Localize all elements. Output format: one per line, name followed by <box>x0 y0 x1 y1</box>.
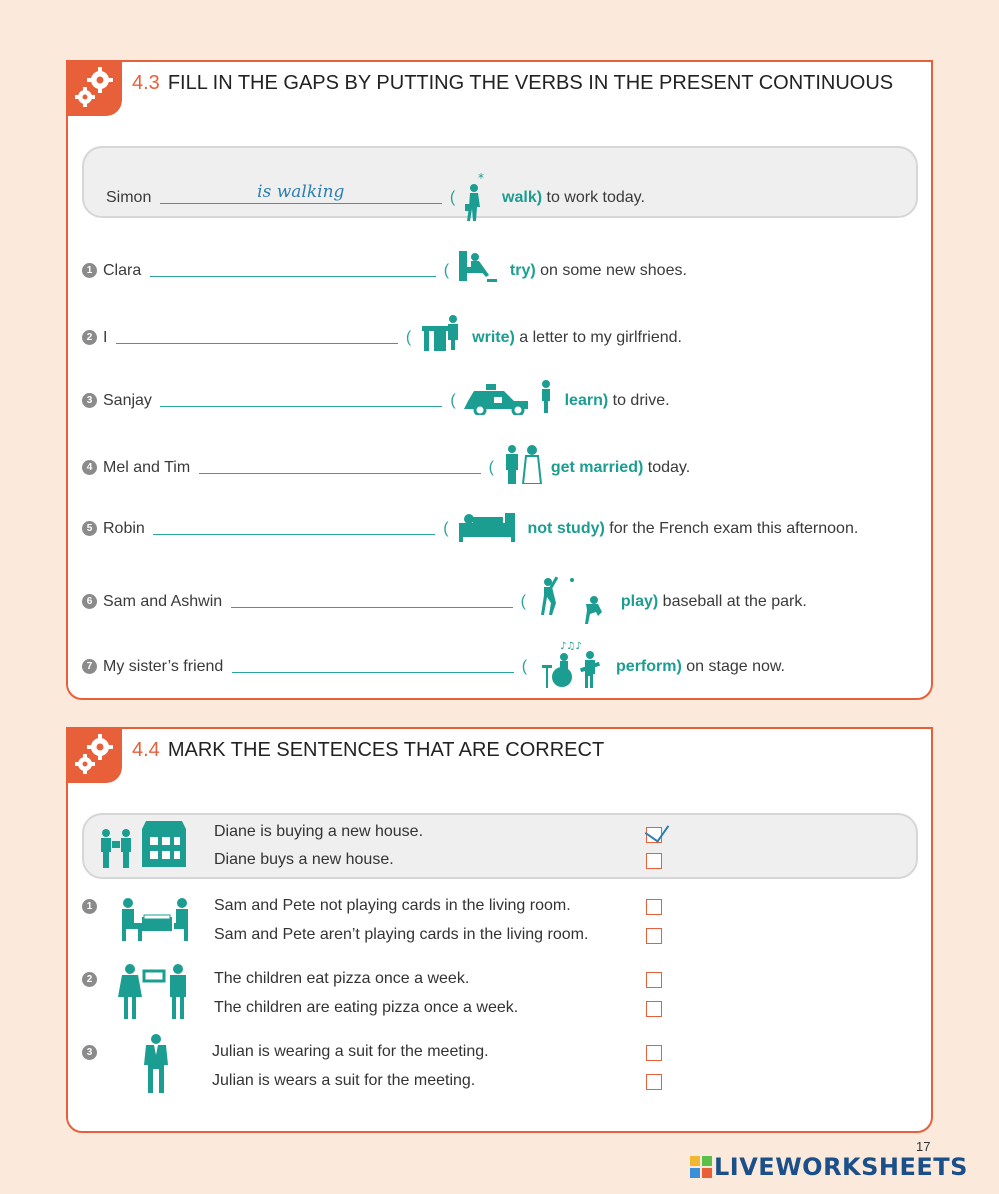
paren: ( <box>520 593 526 610</box>
children-eating-pizza-icon <box>118 961 194 1021</box>
checkbox-1a[interactable] <box>646 899 662 915</box>
gap-fill-item-6 <box>82 574 807 626</box>
gap-fill-item-1 <box>82 249 687 285</box>
gap-fill-item-3 <box>82 379 670 415</box>
exercise-heading: MARK THE SENTENCES THAT ARE CORRECT <box>167 739 605 761</box>
writing-at-desk-icon <box>420 314 464 352</box>
car-and-driver-icon <box>464 379 556 415</box>
man-in-suit-icon <box>142 1033 170 1095</box>
sentence-1b: Sam and Pete aren’t playing cards in the living room. <box>214 926 589 943</box>
sentence-2b: The children are eating pizza once a week. <box>214 999 519 1016</box>
answer-input[interactable] <box>232 654 514 673</box>
paren: ( <box>405 329 412 346</box>
sentence-1a: Sam and Pete not playing cards in the living room. <box>214 897 571 914</box>
item-subject: My sister’s friend <box>103 658 224 675</box>
example-answer: is walking <box>257 182 345 202</box>
sentence-3a: Julian is wearing a suit for the meeting. <box>212 1043 489 1060</box>
logo-text: LIVEWORKSHEETS <box>714 1153 968 1181</box>
example-sentence-a: Diane is buying a new house. <box>214 823 424 840</box>
sentence-2a: The children eat pizza once a week. <box>214 970 470 987</box>
item-number-badge: 2 <box>82 972 97 987</box>
item-rest: on stage now. <box>686 658 785 675</box>
exercise-number: 4.4 <box>132 739 160 761</box>
example-rest: to work today. <box>546 189 645 206</box>
item-subject: Robin <box>103 520 145 537</box>
item-verb: learn) <box>564 392 609 409</box>
item-number-badge: 2 <box>82 330 97 345</box>
baseball-players-icon <box>534 574 612 626</box>
checkbox-3b[interactable] <box>646 1074 662 1090</box>
answer-input[interactable] <box>116 325 398 344</box>
item-subject: Sanjay <box>103 392 152 409</box>
checkbox-3a[interactable] <box>646 1045 662 1061</box>
item-subject: Clara <box>103 262 142 279</box>
answer-input[interactable] <box>199 455 481 474</box>
example-sentence <box>106 172 645 224</box>
person-sleeping-icon <box>457 509 519 543</box>
answer-input[interactable] <box>150 258 436 277</box>
band-performing-icon <box>536 639 608 689</box>
item-number-badge: 5 <box>82 521 97 536</box>
paren: ( <box>450 392 456 409</box>
checkbox-1b[interactable] <box>646 928 662 944</box>
item-verb: not study) <box>527 520 605 537</box>
logo-grid-icon <box>690 1156 712 1178</box>
gears-icon <box>66 727 122 783</box>
paren: ( <box>488 459 494 476</box>
item-verb: try) <box>509 262 536 279</box>
walking-person-icon <box>464 172 494 224</box>
item-number-badge: 7 <box>82 659 97 674</box>
item-verb: write) <box>472 329 515 346</box>
playing-cards-icon <box>118 895 194 943</box>
paren: ( <box>449 189 456 206</box>
item-verb: perform) <box>616 658 682 675</box>
gap-fill-item-4 <box>82 444 690 484</box>
trying-on-shoes-icon <box>457 249 501 285</box>
paren: ( <box>521 658 528 675</box>
example-sentence-b: Diane buys a new house. <box>214 851 394 868</box>
svg-text:*: * <box>477 172 484 185</box>
exercise-heading: FILL IN THE GAPS BY PUTTING THE VERBS IN THE PRESENT CONTINUOUS <box>167 72 894 94</box>
checkbox-2a[interactable] <box>646 972 662 988</box>
answer-input[interactable] <box>160 388 442 407</box>
item-rest: baseball at the park. <box>662 593 807 610</box>
buying-house-icon <box>98 819 194 873</box>
page-number: 17 <box>916 1139 931 1154</box>
gap-fill-item-2 <box>82 314 682 352</box>
gap-fill-item-5 <box>82 509 858 543</box>
exercise-title <box>132 72 893 95</box>
item-subject: Sam and Ashwin <box>103 593 223 610</box>
example-checkbox-b[interactable] <box>646 853 662 869</box>
item-rest: today. <box>647 459 691 476</box>
paren: ( <box>443 262 450 279</box>
gears-icon <box>66 60 122 116</box>
gap-fill-item-7 <box>82 639 785 689</box>
item-subject: I <box>103 329 108 346</box>
item-number-badge: 3 <box>82 1045 97 1060</box>
item-number-badge: 4 <box>82 460 97 475</box>
item-rest: to drive. <box>612 392 670 409</box>
example-box <box>82 813 918 879</box>
item-rest: for the French exam this afternoon. <box>609 520 859 537</box>
answer-input[interactable] <box>231 589 513 608</box>
item-number-badge: 3 <box>82 393 97 408</box>
wedding-couple-icon <box>502 444 542 484</box>
example-box <box>82 146 918 218</box>
exercise-title <box>132 739 604 762</box>
exercise-4-4-panel <box>66 727 933 1133</box>
example-checkbox-a[interactable] <box>646 827 662 843</box>
item-rest: a letter to my girlfriend. <box>519 329 682 346</box>
checkbox-2b[interactable] <box>646 1001 662 1017</box>
sentence-3b: Julian is wears a suit for the meeting. <box>212 1072 476 1089</box>
svg-text:♪♫♪: ♪♫♪ <box>559 641 582 652</box>
item-number-badge: 6 <box>82 594 97 609</box>
item-subject: Mel and Tim <box>103 459 191 476</box>
item-number-badge: 1 <box>82 263 97 278</box>
example-verb: walk) <box>502 189 543 206</box>
example-subject: Simon <box>106 189 152 206</box>
item-number-badge: 1 <box>82 899 97 914</box>
item-rest: on some new shoes. <box>540 262 687 279</box>
example-answer-gap[interactable] <box>160 182 442 204</box>
liveworksheets-logo <box>690 1153 968 1181</box>
exercise-4-3-panel <box>66 60 933 700</box>
answer-input[interactable] <box>153 516 435 535</box>
paren: ( <box>443 520 449 537</box>
exercise-number: 4.3 <box>132 72 160 94</box>
item-verb: get married) <box>550 459 644 476</box>
item-verb: play) <box>620 593 659 610</box>
